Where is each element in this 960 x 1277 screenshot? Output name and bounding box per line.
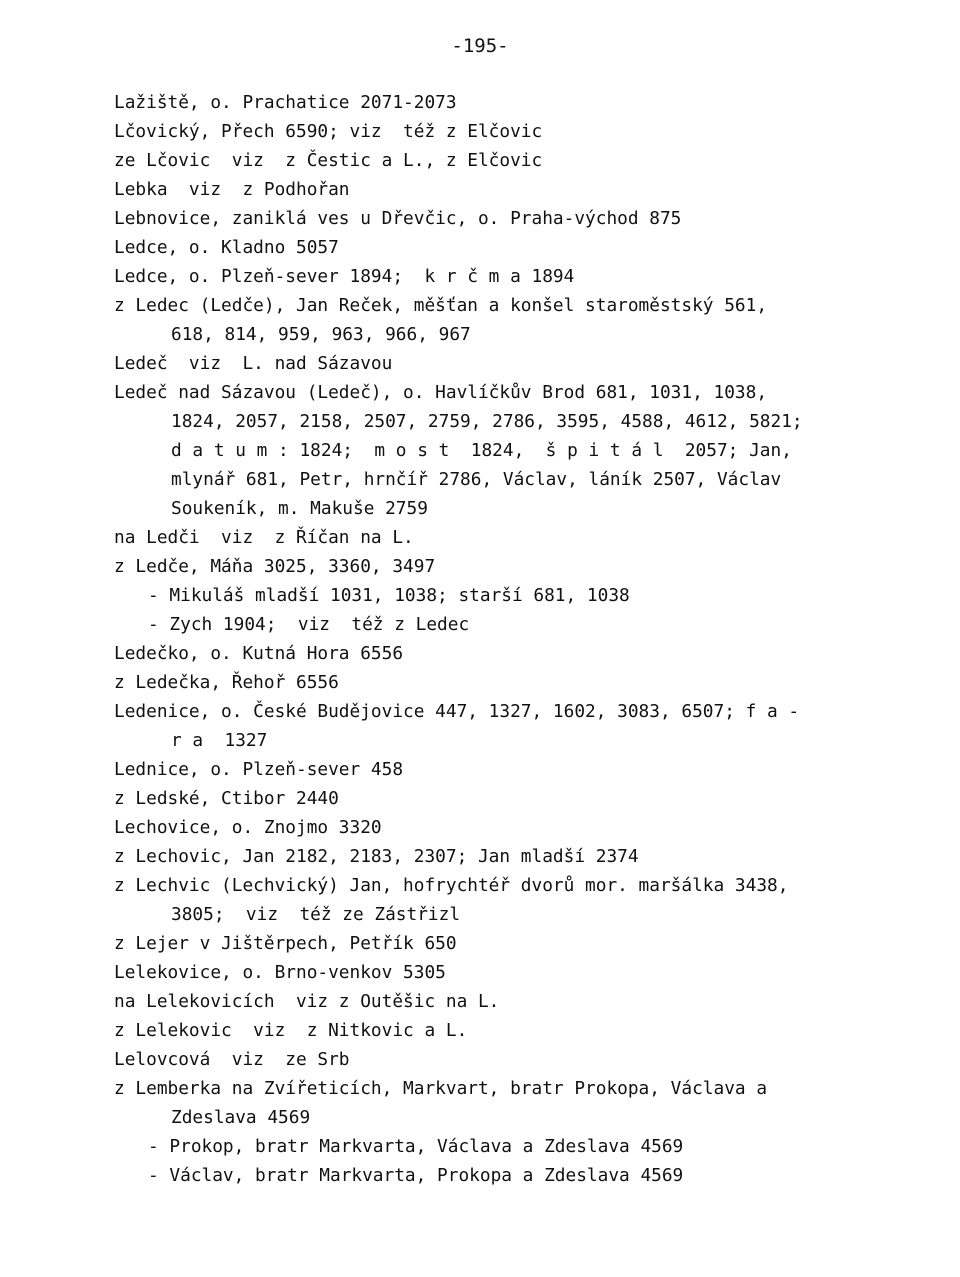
index-entry: z Ledské, Ctibor 2440: [114, 788, 339, 809]
index-entry: Ledenice, o. České Budějovice 447, 1327, 1602, 3083, 6507; f a -: [114, 701, 800, 722]
index-entry: Lednice, o. Plzeň-sever 458: [114, 759, 404, 780]
index-entry: Lelekovice, o. Brno-venkov 5305: [114, 962, 446, 983]
index-entry: z Lemberka na Zvířeticích, Markvart, bratr Prokopa, Václava a: [114, 1078, 768, 1099]
index-subentry: - Prokop, bratr Markvarta, Václava a Zdeslava 4569: [148, 1136, 684, 1157]
index-entry: z Ledec (Ledče), Jan Reček, měšťan a konšel staroměstský 561,: [114, 295, 768, 316]
index-entry: z Lechvic (Lechvický) Jan, hofrychtéř dvorů mor. maršálka 3438,: [114, 875, 789, 896]
index-entry: na Ledči viz z Říčan na L.: [114, 527, 414, 548]
index-entry: Lebka viz z Podhořan: [114, 179, 350, 200]
index-entry: z Ledče, Máňa 3025, 3360, 3497: [114, 556, 436, 577]
index-entry: Ledce, o. Plzeň-sever 1894; k r č m a 1894: [114, 266, 575, 287]
index-entry-continuation: 3805; viz též ze Zástřizl: [171, 904, 461, 925]
page-number: -195-: [451, 35, 509, 57]
index-entry-continuation: Zdeslava 4569: [171, 1107, 311, 1128]
index-entry: Lčovický, Přech 6590; viz též z Elčovic: [114, 121, 543, 142]
index-entry: Lelovcová viz ze Srb: [114, 1049, 350, 1070]
index-entry: z Lelekovic viz z Nitkovic a L.: [114, 1020, 468, 1041]
index-entry-continuation: mlynář 681, Petr, hrnčíř 2786, Václav, láník 2507, Václav: [171, 469, 782, 490]
index-subentry: - Zych 1904; viz též z Ledec: [148, 614, 470, 635]
index-entry: Ledeč viz L. nad Sázavou: [114, 353, 393, 374]
index-subentry: - Mikuláš mladší 1031, 1038; starší 681, 1038: [148, 585, 630, 606]
index-entry: Lažiště, o. Prachatice 2071-2073: [114, 92, 457, 113]
index-entry-continuation: d a t u m : 1824; m o s t 1824, š p i t á l 2057; Jan,: [171, 440, 792, 461]
index-entry: z Lejer v Jištěrpech, Petřík 650: [114, 933, 457, 954]
index-entry: Lechovice, o. Znojmo 3320: [114, 817, 382, 838]
index-entry-continuation: 618, 814, 959, 963, 966, 967: [171, 324, 471, 345]
index-entry: z Lechovic, Jan 2182, 2183, 2307; Jan mladší 2374: [114, 846, 639, 867]
index-entry-continuation: Soukeník, m. Makuše 2759: [171, 498, 428, 519]
index-entry: Ledce, o. Kladno 5057: [114, 237, 339, 258]
index-entry: Lebnovice, zaniklá ves u Dřevčic, o. Praha-východ 875: [114, 208, 682, 229]
index-entry-continuation: 1824, 2057, 2158, 2507, 2759, 2786, 3595, 4588, 4612, 5821;: [171, 411, 803, 432]
index-entry: Ledeč nad Sázavou (Ledeč), o. Havlíčkův Brod 681, 1031, 1038,: [114, 382, 768, 403]
index-entry: Ledečko, o. Kutná Hora 6556: [114, 643, 404, 664]
index-entry: na Lelekovicích viz z Outěšic na L.: [114, 991, 500, 1012]
index-entry-continuation: r a 1327: [171, 730, 268, 751]
index-entry: z Ledečka, Řehoř 6556: [114, 672, 339, 693]
index-list: [114, 88, 894, 1190]
index-subentry: - Václav, bratr Markvarta, Prokopa a Zdeslava 4569: [148, 1165, 684, 1186]
index-entry: ze Lčovic viz z Čestic a L., z Elčovic: [114, 150, 543, 171]
